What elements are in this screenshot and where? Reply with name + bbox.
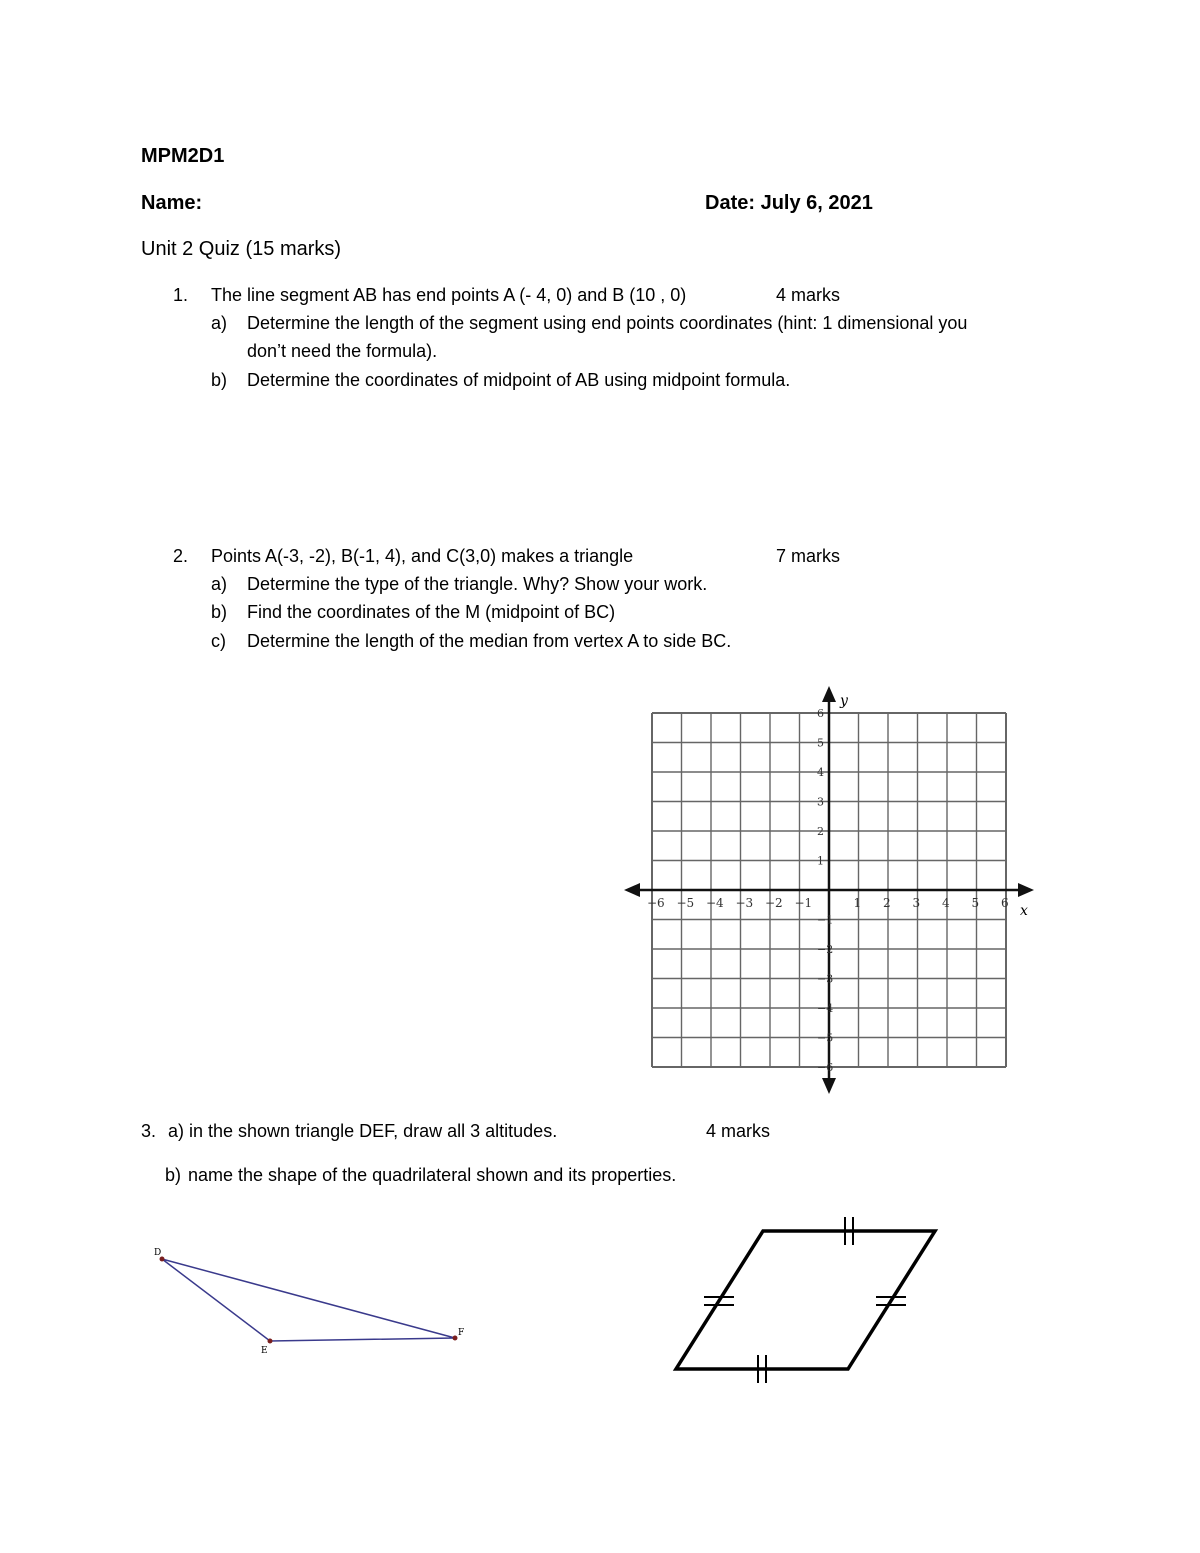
y-tick-label: 1 — [817, 854, 824, 868]
y-tick-label: 3 — [817, 795, 824, 809]
q3b-line1: name the shape of the quadrilateral shown and its properties. — [188, 1165, 677, 1185]
q3-number: 3. — [141, 1121, 157, 1141]
y-tick-label: −6 — [817, 1061, 834, 1074]
y-axis-arrow-down — [822, 1078, 836, 1094]
q1-text: The line segment AB has end points A (- 4, 0) and B (10 , 0) — [211, 285, 687, 305]
q2-text: Points A(-3, -2), B(-1, 4), and C(3,0) makes a triangle — [211, 546, 634, 566]
y-tick-label: −2 — [817, 943, 834, 956]
course-code: MPM2D1 — [141, 145, 225, 167]
y-axis-label: y — [840, 693, 848, 709]
y-tick-label: 6 — [817, 707, 824, 720]
x-tick-label: 2 — [883, 896, 891, 910]
q2-number: 2. — [173, 546, 189, 566]
x-tick-label: −6 — [647, 896, 665, 910]
q1-number: 1. — [173, 285, 189, 305]
x-tick-label: 4 — [942, 896, 950, 910]
q3-marks: 4 marks — [706, 1121, 771, 1141]
vertex-e-label: E — [261, 1346, 268, 1356]
x-tick-label: −3 — [735, 896, 754, 910]
q2b-letter: b) — [211, 602, 228, 622]
x-tick-label: −2 — [765, 896, 783, 910]
q2c-line1: Determine the length of the median from vertex A to side BC. — [247, 631, 732, 651]
q3-text: a) in the shown triangle DEF, draw all 3 altitudes. — [168, 1121, 558, 1141]
y-tick-label: −3 — [817, 972, 834, 986]
date-label: Date: July 6, 2021 — [705, 192, 873, 214]
q1-marks: 4 marks — [776, 285, 841, 305]
triangle-def — [162, 1259, 455, 1341]
y-tick-label: 5 — [817, 736, 824, 750]
q2-marks: 7 marks — [776, 546, 841, 566]
q1a-line2: don’t need the formula). — [247, 341, 438, 361]
vertex-f-point — [453, 1336, 458, 1341]
y-tick-label: −4 — [817, 1002, 834, 1015]
x-tick-label: 6 — [1001, 896, 1009, 910]
y-axis-arrow-up — [822, 686, 836, 702]
q1a-letter: a) — [211, 313, 228, 333]
quiz-title: Unit 2 Quiz (15 marks) — [141, 238, 342, 260]
q2a-letter: a) — [211, 574, 228, 594]
x-tick-label: 1 — [853, 896, 862, 910]
q2a-line1: Determine the type of the triangle. Why? Show your work. — [247, 574, 708, 594]
y-tick-label: −1 — [817, 913, 834, 927]
x-axis-label: x — [1020, 903, 1028, 919]
quadrilateral-figure — [660, 1205, 960, 1395]
x-tick-label: −1 — [794, 896, 813, 910]
name-label: Name: — [141, 192, 203, 214]
triangle-def-figure — [140, 1235, 480, 1365]
x-tick-label: −5 — [676, 896, 695, 910]
y-tick-label: 2 — [817, 825, 824, 838]
quadrilateral-shape — [676, 1231, 935, 1369]
vertex-d-label: D — [154, 1248, 162, 1258]
y-tick-label: 4 — [817, 766, 824, 779]
vertex-e-point — [268, 1339, 273, 1344]
x-tick-label: −4 — [706, 896, 724, 910]
q3b-letter: b) — [165, 1165, 182, 1185]
q1b-line1: Determine the coordinates of midpoint of AB using midpoint formula. — [247, 370, 791, 390]
y-tick-label: −5 — [817, 1031, 834, 1045]
x-axis-arrow-right — [1018, 883, 1034, 897]
vertex-f-label: F — [458, 1328, 465, 1338]
x-axis-arrow-left — [624, 883, 640, 897]
q1a-line1: Determine the length of the segment using end points coordinates (hint: 1 dimensional you — [247, 313, 968, 333]
x-tick-label: 3 — [912, 896, 921, 910]
x-tick-label: 5 — [971, 896, 980, 910]
q2b-line1: Find the coordinates of the M (midpoint of BC) — [247, 602, 616, 622]
q1b-letter: b) — [211, 370, 228, 390]
q2c-letter: c) — [211, 631, 226, 651]
